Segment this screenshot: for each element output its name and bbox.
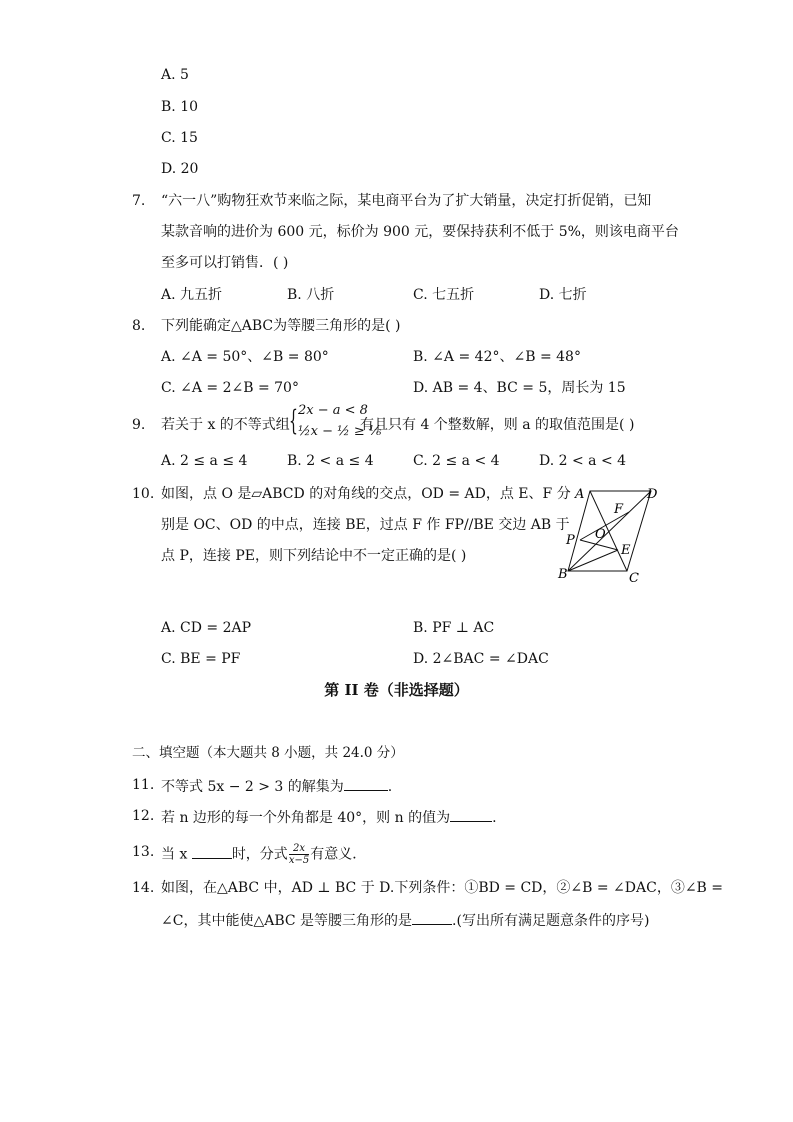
- q9-option-b: B. 2 < a ≤ 4: [287, 453, 374, 469]
- q9-option-a: A. 2 ≤ a ≤ 4: [161, 453, 248, 469]
- q12-period: .: [492, 810, 497, 826]
- label-c: C: [629, 571, 639, 586]
- section2-header: 二、填空题（本大题共 8 小题，共 24.0 分）: [132, 745, 404, 761]
- q7-option-d: D. 七折: [539, 287, 587, 303]
- q6-option-a: A. 5: [161, 67, 189, 83]
- label-b: B: [558, 567, 568, 582]
- q7-option-a: A. 九五折: [161, 287, 223, 303]
- q8-option-b: B. ∠A = 42°、∠B = 48°: [413, 349, 581, 365]
- q10-number: 10.: [132, 486, 155, 502]
- q13-fraction: [289, 843, 309, 866]
- q11-text: 不等式 5x − 2 > 3 的解集为: [161, 779, 344, 795]
- q7-option-b: B. 八折: [287, 287, 335, 303]
- part2-title: 第 II 卷（非选择题）: [324, 681, 469, 699]
- q9-stem-b: 有且只有 4 个整数解，则 a 的取值范围是( ): [360, 417, 635, 433]
- q8-number: 8.: [132, 318, 146, 334]
- q7-stem-line2: 某款音响的进价为 600 元，标价为 900 元，要保持获利不低于 5%，则该电商平台: [161, 224, 679, 240]
- q12-line: [161, 807, 497, 827]
- q13-text-a: 当 x: [161, 846, 188, 863]
- q7-stem-line3: 至多可以打销售．( ): [161, 255, 289, 271]
- q10-stem-line3: 点 P，连接 PE，则下列结论中不一定正确的是( ): [161, 548, 467, 564]
- q10-option-c: C. BE = PF: [161, 651, 241, 667]
- q13-text-c: 有意义．: [310, 846, 367, 863]
- q14-number: 14.: [132, 880, 155, 896]
- q8-option-a: A. ∠A = 50°、∠B = 80°: [161, 349, 329, 365]
- q11-number: 11.: [132, 777, 155, 793]
- label-d: D: [647, 487, 658, 502]
- label-o: O: [595, 527, 606, 542]
- q7-number: 7.: [132, 193, 146, 209]
- q9-option-d: D. 2 < a < 4: [539, 453, 627, 469]
- q10-option-a: A. CD = 2AP: [161, 620, 252, 636]
- label-f: F: [614, 502, 624, 517]
- q6-option-b: B. 10: [161, 99, 199, 115]
- q11-line: [161, 776, 392, 796]
- q8-option-c: C. ∠A = 2∠B = 70°: [161, 380, 299, 396]
- q9-option-c: C. 2 ≤ a < 4: [413, 453, 500, 469]
- q11-answer-blank: [344, 776, 388, 791]
- label-p: P: [566, 533, 575, 548]
- q12-answer-blank: [450, 807, 492, 822]
- q9-system-eq2: ½x − ½ ≥ ⅙: [298, 424, 382, 439]
- label-e: E: [621, 543, 631, 558]
- q6-option-d: D. 20: [161, 161, 199, 177]
- q12-number: 12.: [132, 808, 155, 824]
- q8-stem: 下列能确定△ABC为等腰三角形的是( ): [161, 318, 401, 334]
- q11-period: .: [387, 779, 393, 795]
- q14-text-b: .(写出所有满足题意条件的序号): [452, 913, 650, 929]
- q10-option-b: B. PF ⊥ AC: [413, 620, 495, 636]
- q14-stem-line2: [161, 910, 649, 930]
- q9-number: 9.: [132, 417, 146, 433]
- parallelogram-figure: [555, 482, 670, 587]
- q14-answer-blank: [412, 910, 452, 925]
- q13-text-b: 时，分式: [231, 846, 288, 863]
- q14-stem-line1: 如图，在△ABC 中，AD ⊥ BC 于 D.下列条件：①BD = CD，②∠B = ∠DAC，③∠B =: [161, 880, 724, 896]
- q6-option-c: C. 15: [161, 130, 198, 146]
- q13-number: 13.: [132, 844, 155, 860]
- q10-stem-line1: 如图，点 O 是▱ABCD 的对角线的交点，OD = AD，点 E、F 分: [161, 486, 571, 502]
- q13-frac-numerator: 2x: [289, 843, 309, 855]
- q9-brace: {: [289, 404, 298, 437]
- q13-line: [161, 843, 366, 866]
- segment-be: [568, 550, 618, 571]
- q7-stem-line1: “六一八”购物狂欢节来临之际，某电商平台为了扩大销量，决定打折促销，已知: [161, 193, 652, 209]
- q13-answer-blank: [192, 844, 232, 859]
- q14-text-a: ∠C，其中能使△ABC 是等腰三角形的是: [161, 913, 413, 929]
- q10-option-d: D. 2∠BAC = ∠DAC: [413, 651, 549, 667]
- q10-stem-line2: 别是 OC、OD 的中点，连接 BE，过点 F 作 FP//BE 交边 AB 于: [161, 517, 570, 533]
- q8-option-d: D. AB = 4、BC = 5，周长为 15: [413, 380, 626, 396]
- q9-stem-a: 若关于 x 的不等式组: [161, 417, 290, 433]
- label-a: A: [575, 487, 585, 502]
- q12-text: 若 n 边形的每一个外角都是 40°，则 n 的值为: [161, 810, 451, 826]
- q7-option-c: C. 七五折: [413, 287, 475, 303]
- q13-frac-denominator: x−5: [288, 855, 310, 866]
- q9-system-eq1: 2x − a < 8: [298, 403, 368, 418]
